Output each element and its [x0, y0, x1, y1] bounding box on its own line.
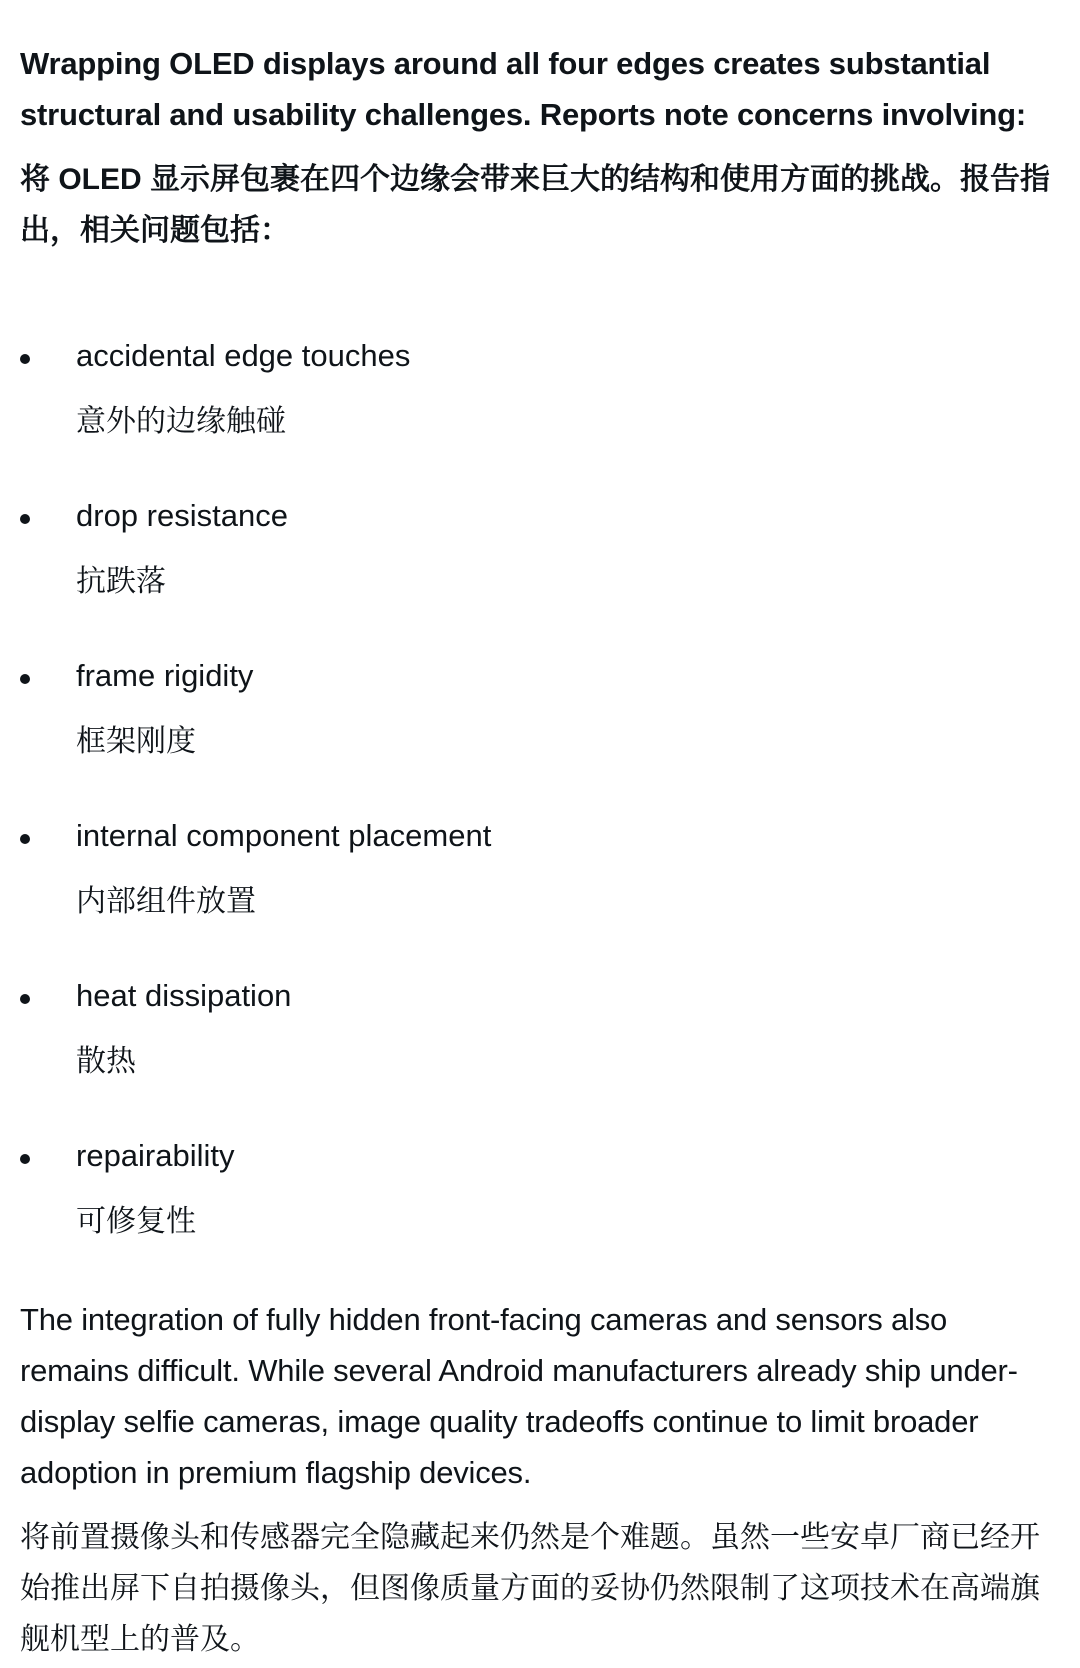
- closing-paragraph-english: The integration of fully hidden front-facing cameras and sensors also remains difficult. While several Android manufacturers already ship under-display selfie cameras, image quality tradeoffs continue to limit broader adoption in premium flagship devices.: [20, 1302, 1018, 1490]
- list-item: [20, 814, 1060, 924]
- list-item-chinese: 抗跌落: [76, 565, 166, 598]
- list-item-chinese: 内部组件放置: [76, 885, 256, 918]
- list-item: [20, 654, 1060, 764]
- list-item-english: drop resistance: [76, 498, 288, 533]
- list-item: [20, 974, 1060, 1084]
- bullet-dot-icon: [20, 1154, 30, 1164]
- bullet-dot-icon: [20, 514, 30, 524]
- list-item-chinese: 意外的边缘触碰: [76, 405, 286, 438]
- list-item-english: heat dissipation: [76, 978, 292, 1013]
- bullet-dot-icon: [20, 354, 30, 364]
- bullet-dot-icon: [20, 674, 30, 684]
- list-item-english: internal component placement: [76, 818, 492, 853]
- list-item: [20, 334, 1060, 444]
- list-item-english: repairability: [76, 1138, 235, 1173]
- concerns-list: [20, 334, 1060, 1244]
- article-body: [20, 38, 1060, 1665]
- list-item: [20, 1134, 1060, 1244]
- intro-paragraph-english: Wrapping OLED displays around all four edges creates substantial structural and usability challenges. Reports note concerns involving:: [20, 46, 1026, 132]
- list-item-chinese: 可修复性: [76, 1205, 196, 1238]
- list-item-english: frame rigidity: [76, 658, 254, 693]
- list-item-english: accidental edge touches: [76, 338, 411, 373]
- bullet-dot-icon: [20, 994, 30, 1004]
- intro-paragraph-chinese: 将 OLED 显示屏包裹在四个边缘会带来巨大的结构和使用方面的挑战。报告指出，相关问题包括：: [20, 163, 1051, 247]
- bullet-dot-icon: [20, 834, 30, 844]
- list-item-chinese: 散热: [76, 1045, 136, 1078]
- list-item: [20, 494, 1060, 604]
- list-item-chinese: 框架刚度: [76, 725, 196, 758]
- closing-paragraph-chinese: 将前置摄像头和传感器完全隐藏起来仍然是个难题。虽然一些安卓厂商已经开始推出屏下自拍摄像头，但图像质量方面的妥协仍然限制了这项技术在高端旗舰机型上的普及。: [20, 1521, 1040, 1656]
